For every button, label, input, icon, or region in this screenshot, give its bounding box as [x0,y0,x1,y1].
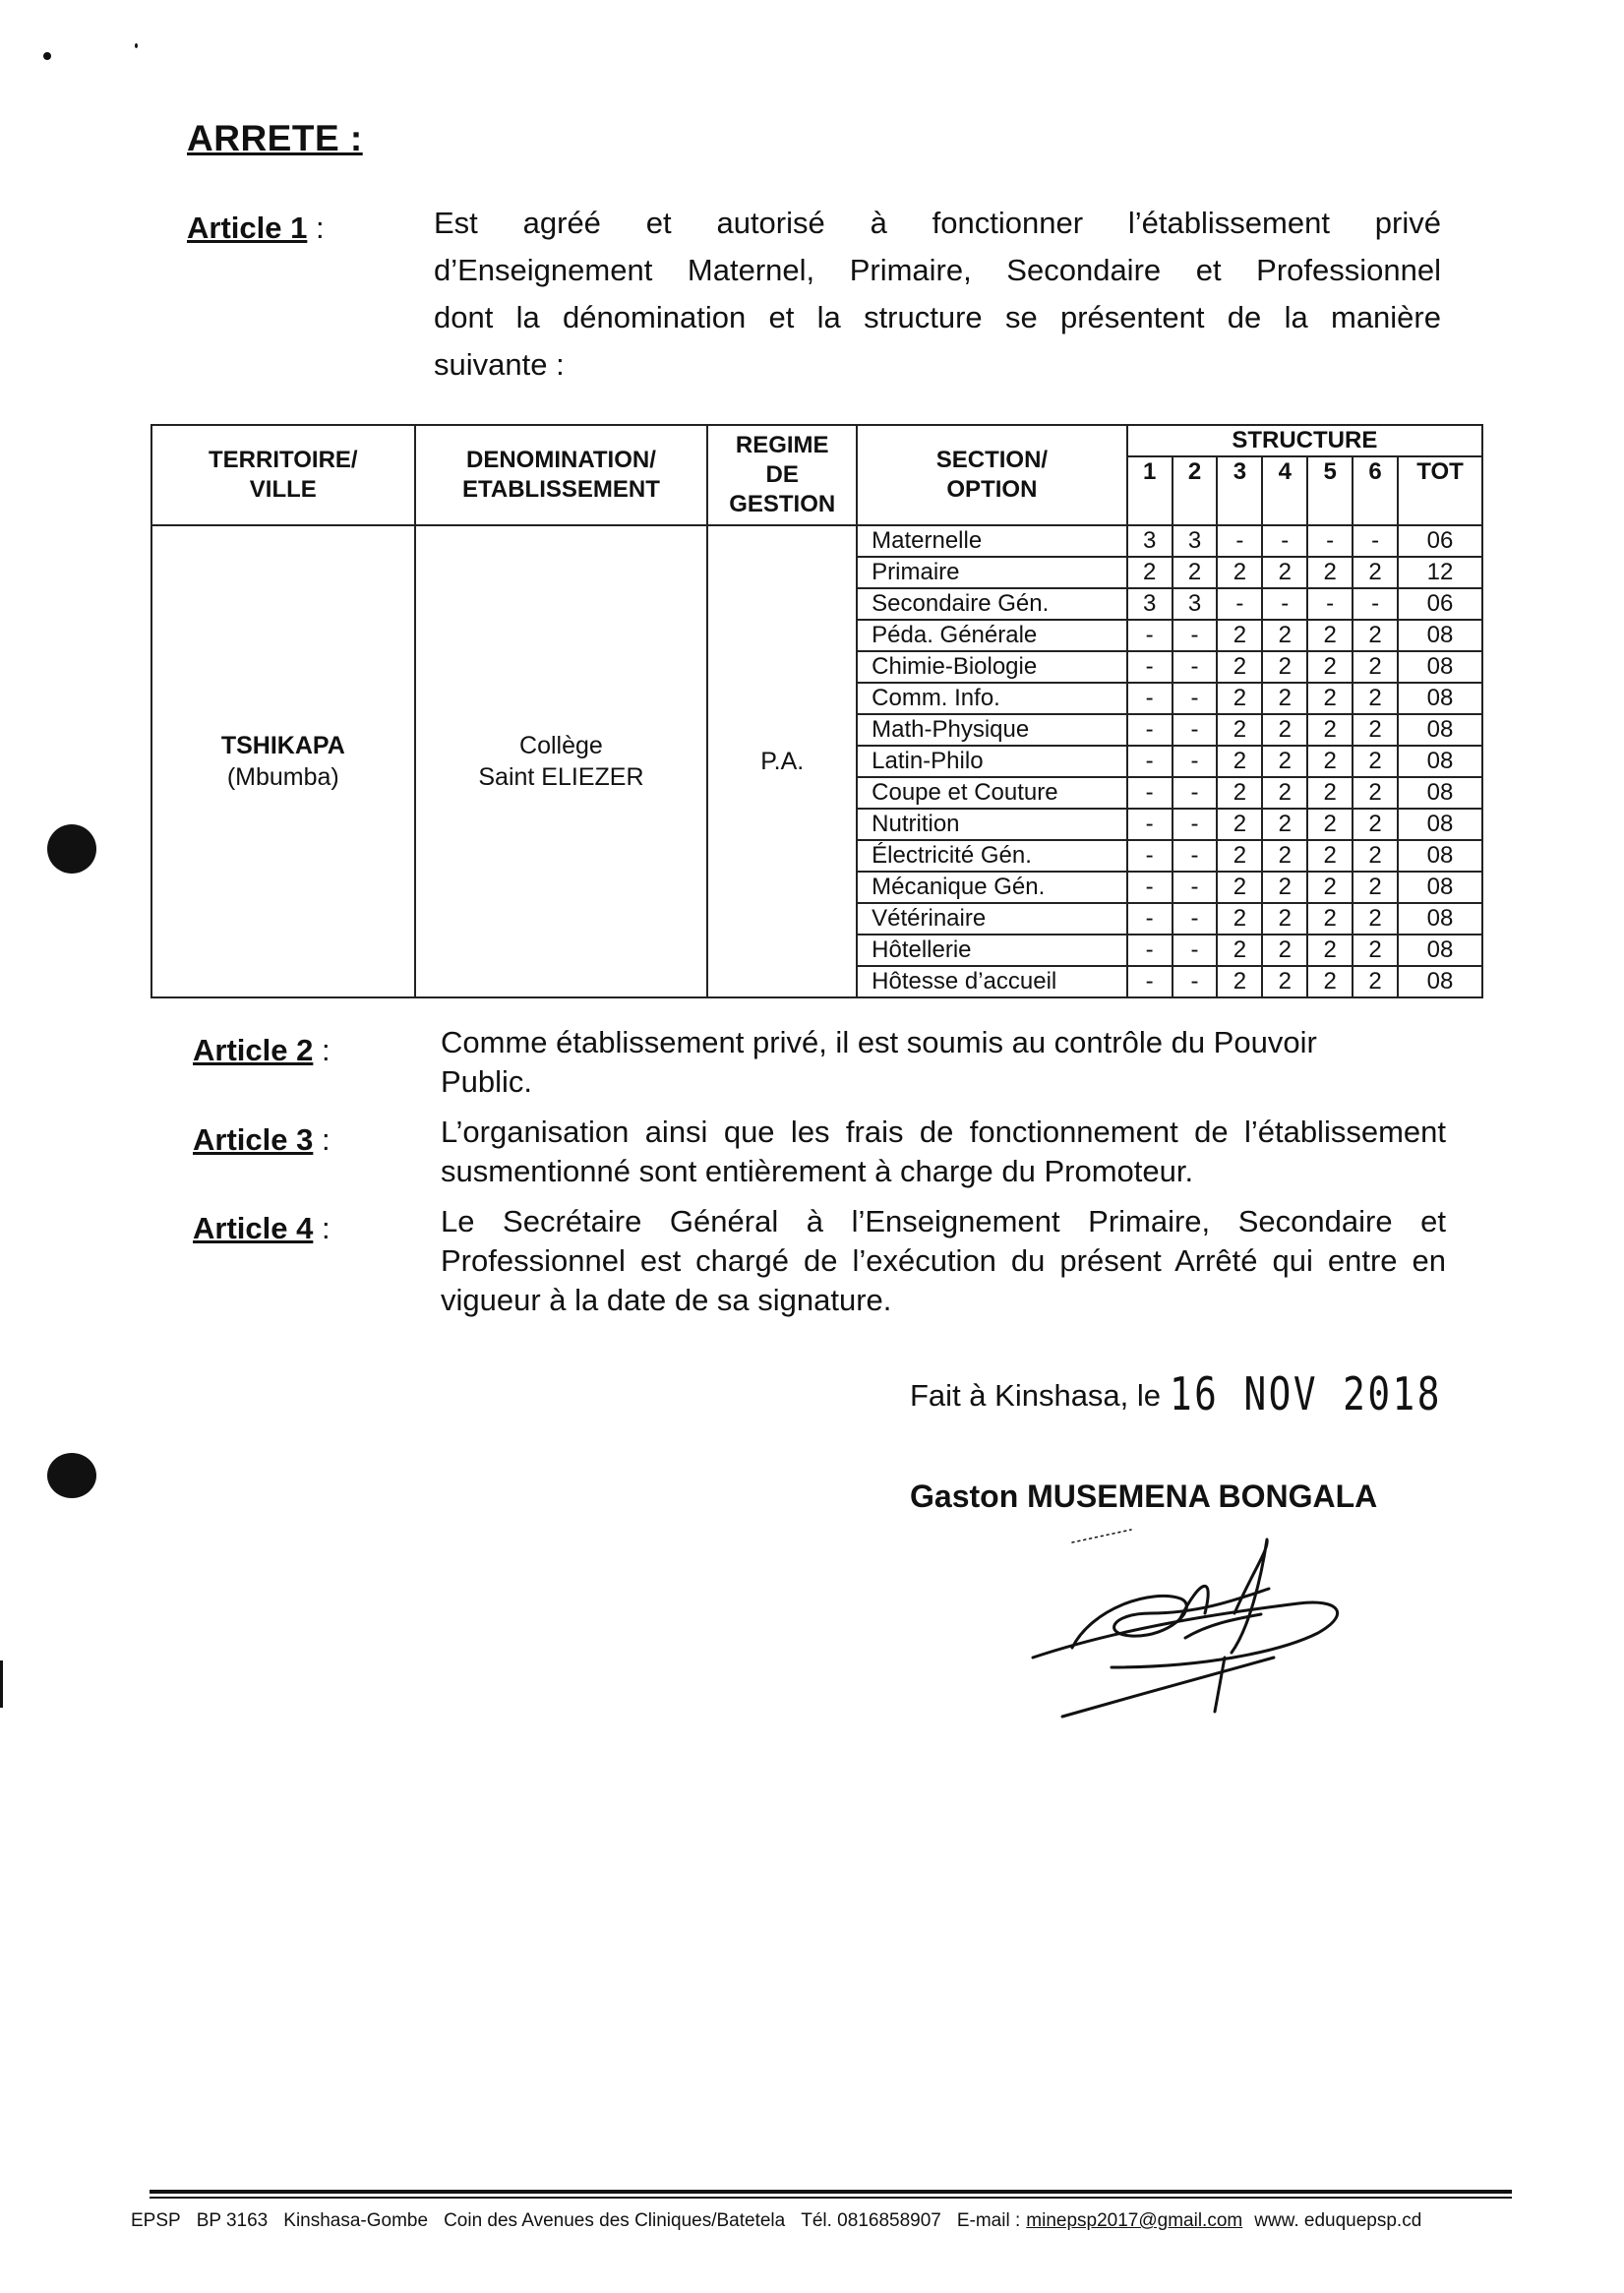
structure-cell: - [1127,777,1173,809]
structure-cell: 2 [1217,840,1262,872]
header-year-6: 6 [1353,456,1398,525]
punch-hole [47,1453,96,1498]
structure-cell: - [1173,620,1218,651]
article-3-label [193,1122,331,1158]
structure-cell: - [1127,620,1173,651]
article-line: Est agréé et autorisé à fonctionner l’établissement privé [434,206,1441,240]
footer-website-link[interactable]: www. eduquepsp.cd [1254,2210,1422,2231]
structure-cell: 2 [1217,809,1262,840]
structure-cell: - [1353,588,1398,620]
date-stamp: 16 NOV 2018 [1169,1367,1442,1420]
denomination-cell-line: Collège [519,732,603,759]
structure-cell: 2 [1307,714,1353,746]
structure-cell: 3 [1127,588,1173,620]
header-year-4: 4 [1262,456,1307,525]
structure-cell: - [1173,903,1218,935]
structure-cell: 2 [1217,557,1262,588]
scan-mark [43,52,51,60]
date-line [910,1367,1501,1420]
structure-cell: - [1127,966,1173,997]
article-line: vigueur à la date de sa signature. [441,1283,892,1317]
structure-cell: 3 [1173,588,1218,620]
structure-cell: - [1127,840,1173,872]
article-4-text [441,1202,1446,1320]
structure-cell: 2 [1217,746,1262,777]
header-line: GESTION [729,491,836,517]
structure-cell: 2 [1307,651,1353,683]
table-row [151,525,1482,557]
header-structure: STRUCTURE [1127,425,1482,456]
total-cell: 12 [1398,557,1482,588]
header-line: VILLE [249,476,317,503]
header-territoire [151,425,415,525]
header-tot: TOT [1398,456,1482,525]
structure-cell: 2 [1262,620,1307,651]
structure-cell: 2 [1353,872,1398,903]
structure-cell: 2 [1262,714,1307,746]
structure-cell: 2 [1353,714,1398,746]
structure-cell: 2 [1307,966,1353,997]
structure-cell: 2 [1307,620,1353,651]
structure-cell: 2 [1307,935,1353,966]
option-cell: Secondaire Gén. [857,588,1127,620]
structure-cell: - [1307,525,1353,557]
option-cell: Péda. Générale [857,620,1127,651]
total-cell: 08 [1398,872,1482,903]
structure-cell: 2 [1262,651,1307,683]
footer-org: EPSP [131,2210,181,2231]
structure-cell: 2 [1262,683,1307,714]
structure-cell: 2 [1307,903,1353,935]
structure-cell: 2 [1262,557,1307,588]
header-line: DE [765,461,799,488]
total-cell: 08 [1398,683,1482,714]
header-line: ETABLISSEMENT [461,476,660,503]
footer-email-label: E-mail : [956,2210,1021,2231]
total-cell: 08 [1398,746,1482,777]
structure-cell: - [1307,588,1353,620]
total-cell: 08 [1398,966,1482,997]
option-cell: Hôtesse d’accueil [857,966,1127,997]
scan-edge-mark [0,1660,3,1708]
option-cell: Vétérinaire [857,903,1127,935]
header-line: OPTION [946,476,1038,503]
structure-cell: 2 [1353,966,1398,997]
article-line: dont la dénomination et la structure se présentent de la manière [434,300,1441,334]
footer-email-link[interactable]: minepsp2017@gmail.com [1026,2210,1243,2231]
structure-cell: 2 [1262,935,1307,966]
article-label-text: Article 4 [193,1211,314,1245]
total-cell: 08 [1398,651,1482,683]
structure-cell: - [1262,588,1307,620]
total-cell: 08 [1398,935,1482,966]
option-cell: Hôtellerie [857,935,1127,966]
article-label-text: Article 3 [193,1122,314,1157]
footer-address: Coin des Avenues des Cliniques/Batetela [444,2210,786,2231]
structure-cell: - [1173,714,1218,746]
header-denomination [415,425,708,525]
header-year-1: 1 [1127,456,1173,525]
footer-rule [150,2197,1512,2199]
structure-cell: 2 [1173,557,1218,588]
structure-cell: 2 [1127,557,1173,588]
structure-cell: 2 [1217,620,1262,651]
structure-cell: - [1127,935,1173,966]
structure-cell: - [1173,966,1218,997]
scan-mark [135,43,138,48]
header-year-3: 3 [1217,456,1262,525]
structure-cell: - [1127,746,1173,777]
article-3-text [441,1113,1446,1191]
structure-cell: 2 [1217,683,1262,714]
article-line: susmentionné sont entièrement à charge du Promoteur. [441,1154,1194,1188]
territoire-cell [151,525,415,997]
footer-city: Kinshasa-Gombe [283,2210,429,2231]
option-cell: Nutrition [857,809,1127,840]
structure-cell: 2 [1262,746,1307,777]
option-cell: Chimie-Biologie [857,651,1127,683]
structure-cell: 2 [1217,651,1262,683]
article-2-label [193,1033,331,1068]
structure-cell: - [1173,872,1218,903]
structure-cell: 3 [1173,525,1218,557]
punch-hole [47,824,96,874]
structure-cell: - [1127,872,1173,903]
total-cell: 08 [1398,620,1482,651]
regime-cell-line: P.A. [760,748,805,775]
structure-cell: 2 [1307,746,1353,777]
total-cell: 08 [1398,840,1482,872]
total-cell: 08 [1398,714,1482,746]
structure-cell: - [1173,746,1218,777]
header-section [857,425,1127,525]
total-cell: 08 [1398,777,1482,809]
structure-cell: 2 [1262,903,1307,935]
structure-table [150,424,1483,998]
structure-cell: - [1173,651,1218,683]
option-cell: Coupe et Couture [857,777,1127,809]
structure-cell: 2 [1217,872,1262,903]
option-cell: Latin-Philo [857,746,1127,777]
footer [131,2210,1437,2232]
header-line: REGIME [735,432,829,458]
article-4-label [193,1211,331,1246]
article-label-colon: : [313,1033,331,1067]
article-label-colon: : [313,1122,331,1157]
structure-cell: 2 [1262,777,1307,809]
structure-cell: 3 [1127,525,1173,557]
article-1-label [187,211,325,246]
structure-cell: - [1217,588,1262,620]
structure-cell: 2 [1262,809,1307,840]
structure-cell: 2 [1307,777,1353,809]
total-cell: 06 [1398,588,1482,620]
header-line: DENOMINATION/ [466,447,656,473]
article-line: L’organisation ainsi que les frais de fonctionnement de l’établissement [441,1115,1446,1149]
article-line: d’Enseignement Maternel, Primaire, Secondaire et Professionnel [434,253,1441,287]
structure-cell: 2 [1353,746,1398,777]
structure-cell: 2 [1353,777,1398,809]
structure-cell: 2 [1217,714,1262,746]
structure-cell: - [1127,714,1173,746]
structure-cell: - [1127,651,1173,683]
article-line: Comme établissement privé, il est soumis au contrôle du Pouvoir [441,1025,1317,1059]
structure-cell: - [1217,525,1262,557]
header-line: TERRITOIRE/ [209,447,358,473]
article-line: Professionnel est chargé de l’exécution du présent Arrêté qui entre en [441,1243,1446,1278]
header-year-5: 5 [1307,456,1353,525]
structure-cell: - [1127,683,1173,714]
denomination-cell-subline: Saint ELIEZER [478,763,644,791]
header-year-2: 2 [1173,456,1218,525]
article-line: Public. [441,1064,533,1099]
option-cell: Électricité Gén. [857,840,1127,872]
article-line: suivante : [434,347,565,382]
option-cell: Comm. Info. [857,683,1127,714]
total-cell: 06 [1398,525,1482,557]
structure-cell: - [1127,903,1173,935]
structure-cell: - [1173,683,1218,714]
structure-cell: - [1173,809,1218,840]
article-label-colon: : [307,211,325,245]
total-cell: 08 [1398,903,1482,935]
structure-cell: - [1127,809,1173,840]
option-cell: Mécanique Gén. [857,872,1127,903]
structure-cell: 2 [1217,935,1262,966]
signatory-name: Gaston MUSEMENA BONGALA [910,1478,1378,1514]
structure-cell: 2 [1217,966,1262,997]
header-regime [707,425,857,525]
structure-cell: 2 [1262,872,1307,903]
page-title: ARRETE : [187,118,363,158]
structure-cell: 2 [1353,935,1398,966]
structure-cell: 2 [1217,903,1262,935]
structure-cell: 2 [1307,683,1353,714]
structure-cell: - [1173,777,1218,809]
structure-cell: 2 [1353,620,1398,651]
structure-cell: 2 [1353,557,1398,588]
article-1-text [434,200,1441,389]
structure-cell: 2 [1353,651,1398,683]
option-cell: Maternelle [857,525,1127,557]
structure-cell: - [1262,525,1307,557]
footer-bp: BP 3163 [196,2210,269,2231]
option-cell: Primaire [857,557,1127,588]
structure-cell: 2 [1262,840,1307,872]
territoire-cell-line: TSHIKAPA [220,732,345,759]
denomination-cell [415,525,708,997]
article-2-text [441,1023,1326,1102]
structure-cell: 2 [1353,840,1398,872]
regime-cell [707,525,857,997]
handwritten-signature [1003,1520,1377,1731]
structure-cell: 2 [1353,683,1398,714]
total-cell: 08 [1398,809,1482,840]
article-label-text: Article 2 [193,1033,314,1067]
structure-cell: - [1173,935,1218,966]
structure-cell: - [1353,525,1398,557]
structure-cell: 2 [1217,777,1262,809]
header-line: SECTION/ [935,447,1049,473]
option-cell: Math-Physique [857,714,1127,746]
structure-cell: 2 [1353,903,1398,935]
structure-cell: 2 [1353,809,1398,840]
footer-tel: Tél. 0816858907 [801,2210,941,2231]
structure-cell: 2 [1307,809,1353,840]
structure-cell: 2 [1307,872,1353,903]
territoire-cell-subline: (Mbumba) [226,763,339,791]
article-label-text: Article 1 [187,211,308,245]
article-label-colon: : [313,1211,331,1245]
structure-cell: 2 [1262,966,1307,997]
structure-cell: - [1173,840,1218,872]
footer-rule [150,2190,1512,2194]
structure-cell: 2 [1307,557,1353,588]
structure-cell: 2 [1307,840,1353,872]
article-line: Le Secrétaire Général à l’Enseignement Primaire, Secondaire et [441,1204,1446,1238]
date-prefix: Fait à Kinshasa, le [910,1378,1162,1413]
